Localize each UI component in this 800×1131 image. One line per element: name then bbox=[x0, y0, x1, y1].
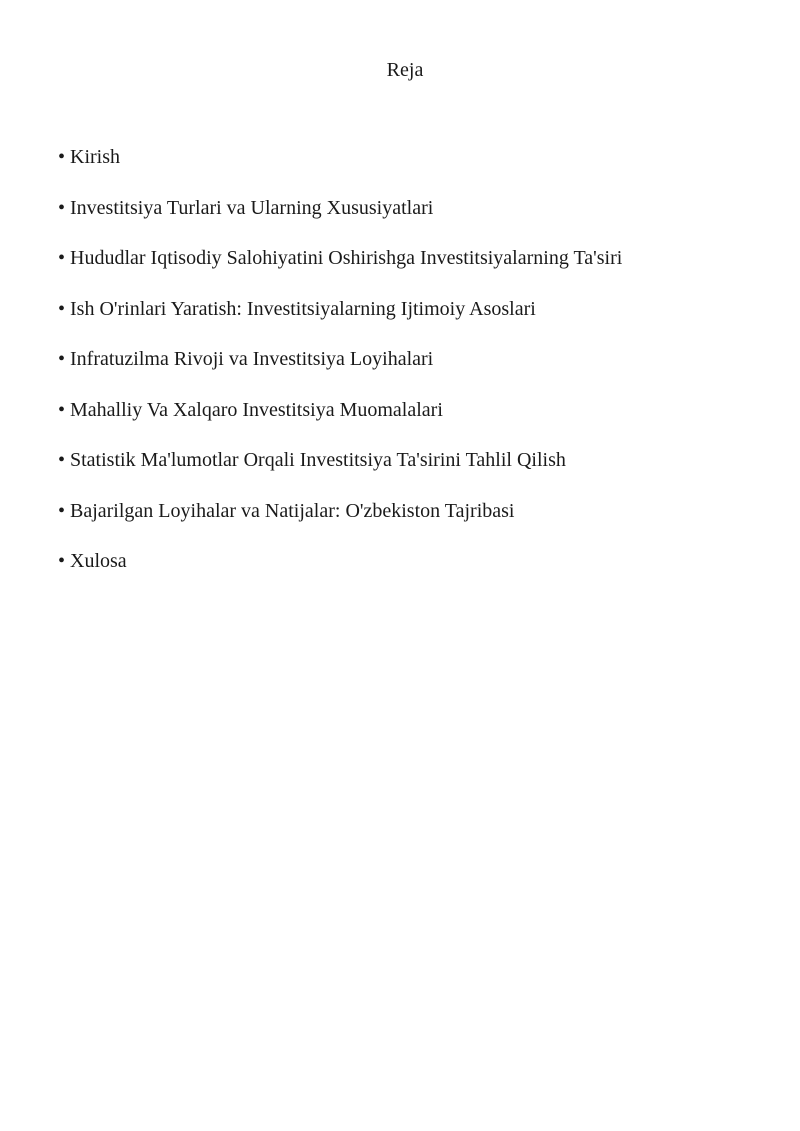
outline-item-hududlar bbox=[58, 246, 622, 270]
outline-item-label: Hududlar Iqtisodiy Salohiyatini Oshirishga Investitsiyalarning Ta'siri bbox=[70, 247, 623, 269]
outline-item-label: Infratuzilma Rivoji va Investitsiya Loyihalari bbox=[70, 348, 434, 370]
bullet: • bbox=[58, 297, 66, 320]
outline-list bbox=[58, 145, 622, 600]
bullet: • bbox=[58, 348, 66, 370]
outline-item-label: Statistik Ma'lumotlar Orqali Investitsiya Ta'sirini Tahlil Qilish bbox=[70, 449, 566, 471]
bullet: • bbox=[58, 146, 66, 168]
outline-item-label: Mahalliy Va Xalqaro Investitsiya Muomalalari bbox=[70, 398, 443, 421]
outline-item-mahalliy-xalqaro bbox=[58, 398, 622, 422]
outline-item-label: Kirish bbox=[70, 146, 120, 168]
outline-item-bajarilgan-loyihalar bbox=[58, 499, 622, 523]
outline-item-label: Investitsiya Turlari va Ularning Xususiyatlari bbox=[70, 196, 434, 219]
bullet: • bbox=[58, 196, 66, 219]
outline-item-label: Xulosa bbox=[70, 550, 127, 572]
bullet: • bbox=[58, 449, 66, 471]
outline-item-label: Bajarilgan Loyihalar va Natijalar: O'zbekiston Tajribasi bbox=[70, 499, 515, 522]
outline-item-statistik bbox=[58, 448, 622, 472]
bullet: • bbox=[58, 550, 66, 572]
outline-item-investitsiya-turlari bbox=[58, 196, 622, 220]
outline-item-ish-orinlari bbox=[58, 297, 622, 321]
bullet: • bbox=[58, 499, 66, 522]
outline-item-xulosa bbox=[58, 549, 622, 573]
outline-item-label: Ish O'rinlari Yaratish: Investitsiyalarning Ijtimoiy Asoslari bbox=[70, 297, 536, 320]
bullet: • bbox=[58, 247, 66, 269]
outline-item-infratuzilma bbox=[58, 347, 622, 371]
bullet: • bbox=[58, 398, 66, 421]
outline-item-kirish bbox=[58, 145, 622, 169]
page-title: Reja bbox=[386, 59, 424, 81]
